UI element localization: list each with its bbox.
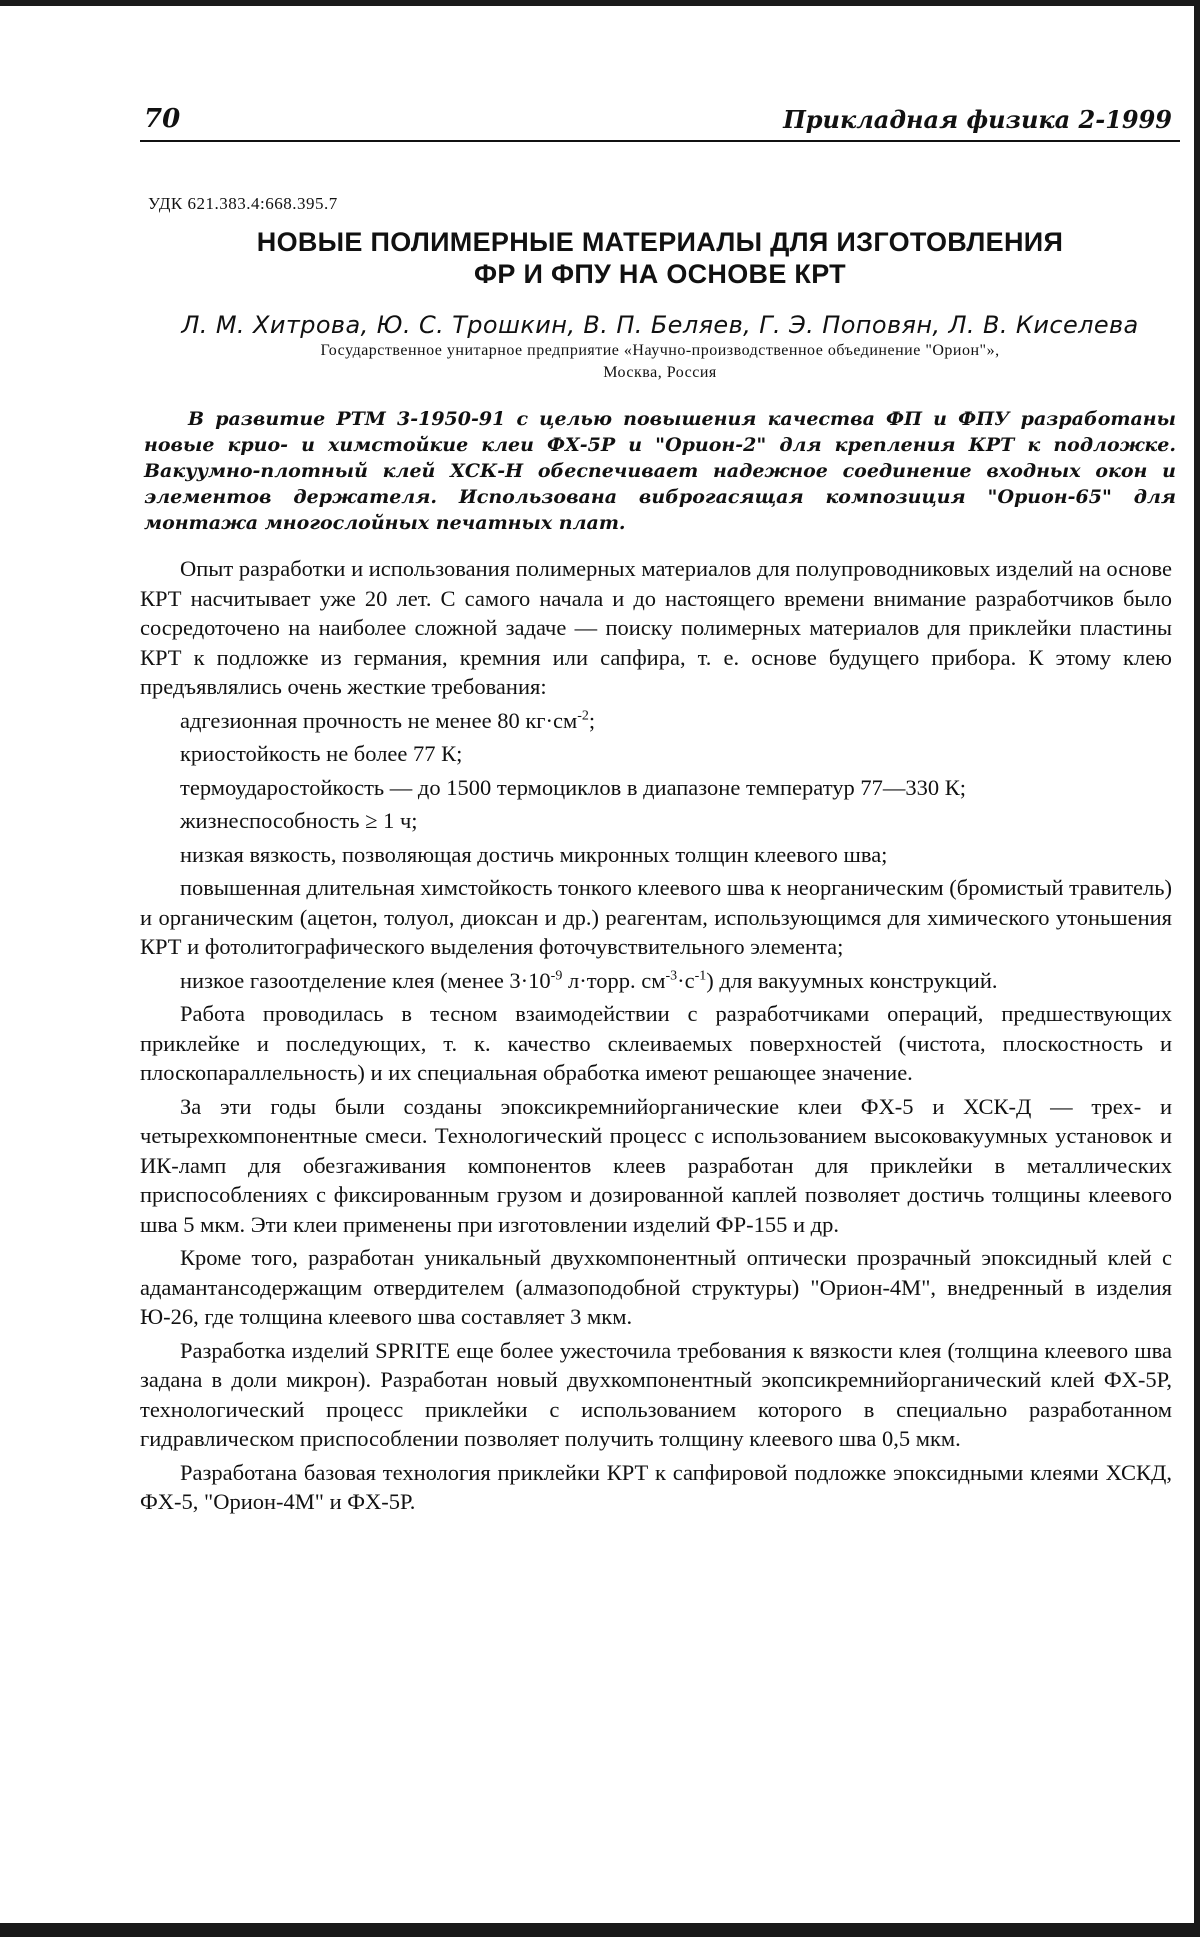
page-content: [140, 96, 1180, 1517]
requirement-adhesion-end: ;: [588, 707, 596, 733]
article-body: [140, 554, 1180, 1517]
outgassing-text-b: л·торр. см: [562, 967, 666, 993]
paragraph-base-technology: Разработана базовая технология приклейки КРТ к сапфировой подложке эпоксидными клеями ХСКД, ФХ-5, "Орион-4М" и ФХ-5Р.: [140, 1459, 1172, 1514]
affiliation: [140, 340, 1180, 384]
scan-border-right: [1194, 0, 1200, 1937]
title-line-1: НОВЫЕ ПОЛИМЕРНЫЕ МАТЕРИАЛЫ ДЛЯ ИЗГОТОВЛЕНИЯ: [256, 227, 1064, 257]
author-list: Л. М. Хитрова, Ю. С. Трошкин, В. П. Беляев, Г. Э. Поповян, Л. В. Киселева: [181, 311, 1139, 339]
paragraph-besides: Кроме того, разработан уникальный двухкомпонентный оптически прозрачный эпоксидный клей с адамантансодержащим отвердителем (алмазоподобной структуры) "Орион-4М", внедренный в изделия Ю-26, где толщина клеевого шва составляет 3 мкм.: [140, 1245, 1172, 1329]
udc-code: УДК 621.383.4:668.395.7: [148, 194, 338, 213]
outgassing-exp-3: -1: [694, 968, 707, 983]
title-line-2: ФР И ФПУ НА ОСНОВЕ КРТ: [474, 259, 846, 289]
running-header: [140, 96, 1180, 142]
requirement-adhesion: [140, 706, 1172, 736]
paragraph-years: За эти годы были созданы эпоксикремнийорганические клеи ФХ-5 и ХСК-Д — трех- и четырехкомпонентные смеси. Технологический процесс с использованием высоковакуумных установок и ИК-ламп для обезгаживания компонентов клеев разработан для приклейки в металлических приспособлениях с фиксированным грузом и дозированной каплей позволяет достичь толщины клеевого шва 5 мкм. Эти клеи применены при изготовлении изделий ФР-155 и др.: [140, 1093, 1172, 1237]
paragraph-work: Работа проводилась в тесном взаимодействии с разработчиками операций, предшествующих приклейке и последующих, т. к. качество склеиваемых поверхностей (чистота, плоскостность и плоскопараллельность) и их специальная обработка имеют решающее значение.: [140, 1001, 1172, 1085]
scan-border-bottom: [0, 1923, 1200, 1937]
abstract-text: В развитие РТМ 3-1950-91 с целью повышения качества ФП и ФПУ разработаны новые крио- и химстойкие клеи ФХ-5Р и "Орион-2" для крепления КРТ к подложке. Вакуумно-плотный клей ХСК-Н обеспечивает надежное соединение входных окон и элементов держателя. Использована виброгасящая композиция "Орион-65" для монтажа многослойных печатных плат.: [144, 408, 1176, 534]
affiliation-line-1: Государственное унитарное предприятие «Научно-производственное объединение "Орион"»,: [320, 342, 1000, 359]
outgassing-exp-1: -9: [550, 968, 563, 983]
requirement-pot-life: жизнеспособность ≥ 1 ч;: [180, 808, 418, 833]
paragraph-intro: Опыт разработки и использования полимерных материалов для полупроводниковых изделий на основе КРТ насчитывает уже 20 лет. С самого начала и до настоящего времени внимание разработчиков было сосредоточено на наиболее сложной задаче — поиску полимерных материалов для приклейки пластины КРТ к подложке из германия, кремния или сапфира, т. е. основе будущего прибора. К этому клею предъявлялись очень жесткие требования:: [140, 556, 1172, 699]
abstract: [140, 406, 1180, 536]
article-title: [140, 226, 1180, 290]
requirement-chemical-resistance: повышенная длительная химстойкость тонкого клеевого шва к неорганическим (бромистый травитель) и органическим (ацетон, толуол, диоксан и др.) реагентам, использующимся для химического утоньшения КРТ и фотолитографического выделения фоточувствительного элемента;: [140, 875, 1172, 959]
requirement-outgassing: [140, 966, 1172, 996]
requirement-viscosity: низкая вязкость, позволяющая достичь микронных толщин клеевого шва;: [180, 841, 888, 867]
requirement-thermoshock: термоударостойкость — до 1500 термоциклов в диапазоне температур 77—330 К;: [180, 774, 966, 800]
paragraph-sprite: Разработка изделий SPRITE еще более ужесточила требования к вязкости клея (толщина клеевого шва задана в доли микрон). Разработан новый двухкомпонентный экопсикремнийорганический клей ФХ-5Р, технологический процесс приклейки с использованием которого в специально разработанном гидравлическом приспособлении позволяет получить толщину клеевого шва 0,5 мкм.: [140, 1337, 1172, 1451]
page-number: 70: [144, 104, 181, 134]
outgassing-exp-2: -3: [665, 968, 678, 983]
journal-title: Прикладная физика 2-1999: [783, 105, 1172, 134]
affiliation-line-2: Москва, Россия: [603, 364, 717, 381]
requirement-adhesion-exponent: -2: [577, 708, 589, 723]
scan-border-top: [0, 0, 1200, 6]
outgassing-text-d: ) для вакуумных конструкций.: [706, 967, 998, 993]
outgassing-text-a: низкое газоотделение клея (менее 3·10: [180, 967, 551, 993]
outgassing-text-c: ·с: [677, 967, 695, 993]
requirement-cryo: криостойкость не более 77 К;: [180, 741, 463, 766]
requirement-adhesion-text: адгезионная прочность не менее 80 кг·см: [180, 707, 578, 733]
